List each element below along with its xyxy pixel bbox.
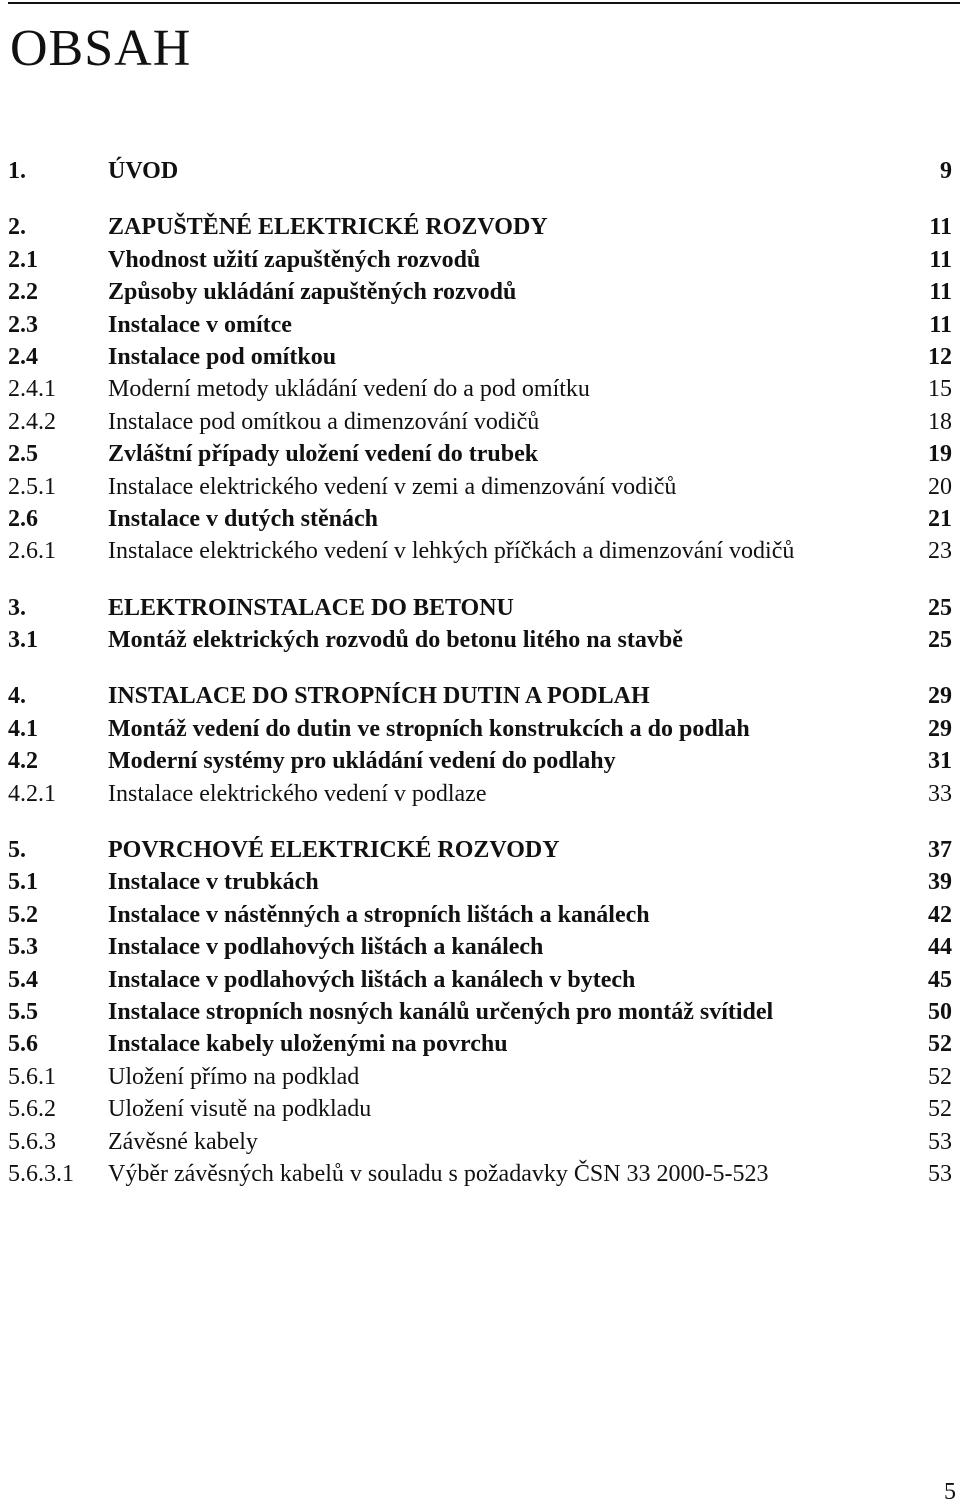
toc-entry-title: Instalace v omítce — [108, 311, 292, 338]
toc-entry-number: 4.2 — [8, 748, 38, 775]
toc-entry-number: 5.6.2 — [8, 1096, 56, 1123]
toc-entry-page: 19 — [928, 441, 952, 468]
toc-entry-page: 44 — [928, 934, 952, 961]
toc-entry-page: 15 — [928, 376, 952, 403]
toc-entry-number: 2.6.1 — [8, 538, 56, 565]
toc-entry-page: 52 — [928, 1031, 952, 1058]
toc-entry-title: Zvláštní případy uložení vedení do trubek — [108, 441, 539, 468]
toc-entry-page: 11 — [929, 279, 952, 306]
toc-entry[interactable] — [8, 778, 952, 810]
toc-entry[interactable] — [8, 1093, 952, 1125]
toc-entry-title: Vhodnost užití zapuštěných rozvodů — [108, 246, 481, 273]
toc-entry-number: 2.3 — [8, 311, 38, 338]
toc-entry-page: 12 — [928, 343, 952, 370]
toc-entry-title: ÚVOD — [108, 158, 179, 184]
toc-section — [8, 211, 952, 567]
toc-entry-number: 2.4.2 — [8, 408, 56, 435]
toc-entry-title: Moderní systémy pro ukládání vedení do podlahy — [108, 748, 616, 775]
toc-entry-title: Instalace v podlahových lištách a kanálech — [108, 934, 544, 961]
toc-entry-number: 2.4 — [8, 343, 38, 370]
toc-entry-number: 5.6.3.1 — [8, 1160, 74, 1187]
toc-entry-page: 18 — [928, 408, 952, 435]
toc-entry-title: Instalace v podlahových lištách a kanálech v bytech — [108, 966, 636, 993]
toc-entry-page: 45 — [928, 966, 952, 993]
toc-entry[interactable] — [8, 996, 952, 1028]
toc-entry-title: POVRCHOVÉ ELEKTRICKÉ ROZVODY — [108, 837, 560, 864]
toc-entry-title: Montáž vedení do dutin ve stropních konstrukcích a do podlah — [108, 715, 750, 742]
toc-entry[interactable] — [8, 592, 952, 624]
toc-entry-page: 37 — [928, 837, 952, 864]
toc-entry-page: 52 — [928, 1063, 952, 1090]
toc-entry-number: 2.4.1 — [8, 376, 56, 403]
toc-entry-title: Instalace v trubkách — [108, 869, 319, 896]
toc-entry[interactable] — [8, 155, 952, 187]
page-title: OBSAH — [10, 20, 192, 77]
toc-entry-page: 42 — [928, 901, 952, 928]
toc-entry-page: 29 — [928, 683, 952, 710]
toc-section — [8, 680, 952, 810]
toc-section — [8, 592, 952, 657]
toc-entry-number: 5. — [8, 837, 26, 864]
toc-entry[interactable] — [8, 1158, 952, 1190]
toc-entry-number: 3.1 — [8, 627, 38, 654]
toc-entry-title: Instalace elektrického vedení v podlaze — [108, 780, 487, 807]
toc-entry-title: Instalace pod omítkou a dimenzování vodičů — [108, 408, 540, 435]
table-of-contents — [8, 155, 952, 1214]
toc-entry-number: 2.5.1 — [8, 473, 56, 500]
toc-entry[interactable] — [8, 244, 952, 276]
toc-entry-title: Výběr závěsných kabelů v souladu s požadavky ČSN 33 2000-5-523 — [108, 1160, 769, 1187]
toc-entry-title: Moderní metody ukládání vedení do a pod omítku — [108, 376, 590, 403]
toc-entry[interactable] — [8, 834, 952, 866]
toc-entry-number: 5.1 — [8, 869, 38, 896]
toc-entry-page: 11 — [929, 311, 952, 338]
toc-entry-number: 5.5 — [8, 998, 38, 1025]
toc-entry-page: 52 — [928, 1096, 952, 1123]
toc-entry-number: 3. — [8, 594, 26, 621]
toc-entry-title: Způsoby ukládání zapuštěných rozvodů — [108, 279, 517, 306]
toc-section — [8, 834, 952, 1190]
toc-entry-number: 5.3 — [8, 934, 38, 961]
toc-entry-number: 4.2.1 — [8, 780, 56, 807]
toc-entry-page: 29 — [928, 715, 952, 742]
toc-entry-page: 50 — [928, 998, 952, 1025]
toc-entry[interactable] — [8, 309, 952, 341]
toc-entry-title: Uložení přímo na podklad — [108, 1063, 360, 1090]
toc-entry[interactable] — [8, 624, 952, 656]
toc-entry-number: 2.6 — [8, 505, 38, 532]
toc-entry-number: 4. — [8, 683, 26, 710]
toc-entry[interactable] — [8, 1126, 952, 1158]
toc-entry-title: Instalace elektrického vedení v zemi a dimenzování vodičů — [108, 473, 677, 500]
toc-entry-number: 4.1 — [8, 715, 38, 742]
toc-entry-page: 33 — [928, 780, 952, 807]
toc-entry-number: 5.2 — [8, 901, 38, 928]
toc-entry[interactable] — [8, 680, 952, 712]
toc-entry-page: 53 — [928, 1128, 952, 1155]
toc-entry-page: 20 — [928, 473, 952, 500]
toc-entry-title: Instalace pod omítkou — [108, 343, 337, 370]
toc-entry-number: 5.6 — [8, 1031, 38, 1058]
toc-entry-page: 9 — [940, 158, 952, 184]
toc-entry-title: Instalace stropních nosných kanálů určených pro montáž svítidel — [108, 998, 774, 1025]
toc-entry[interactable] — [8, 899, 952, 931]
toc-entry-title: INSTALACE DO STROPNÍCH DUTIN A PODLAH — [108, 683, 650, 710]
toc-entry-number: 5.6.3 — [8, 1128, 56, 1155]
toc-entry-number: 2.1 — [8, 246, 38, 273]
toc-entry[interactable] — [8, 931, 952, 963]
toc-entry-number: 5.6.1 — [8, 1063, 56, 1090]
toc-entry-number: 2.2 — [8, 279, 38, 306]
toc-entry[interactable] — [8, 964, 952, 996]
toc-entry-page: 11 — [929, 246, 952, 273]
toc-entry[interactable] — [8, 406, 952, 438]
top-rule — [8, 2, 960, 4]
toc-entry-title: Instalace v dutých stěnách — [108, 505, 379, 532]
toc-entry[interactable] — [8, 713, 952, 745]
toc-entry-page: 11 — [929, 214, 952, 241]
toc-entry[interactable] — [8, 276, 952, 308]
toc-entry[interactable] — [8, 503, 952, 535]
toc-entry[interactable] — [8, 535, 952, 567]
toc-entry-number: 1. — [8, 158, 26, 184]
toc-entry-page: 31 — [928, 748, 952, 775]
toc-entry-page: 21 — [928, 505, 952, 532]
toc-entry-page: 25 — [928, 594, 952, 621]
toc-entry[interactable] — [8, 1061, 952, 1093]
toc-entry-page: 39 — [928, 869, 952, 896]
toc-entry[interactable] — [8, 211, 952, 243]
toc-entry[interactable] — [8, 438, 952, 470]
toc-entry-number: 2.5 — [8, 441, 38, 468]
toc-entry[interactable] — [8, 1028, 952, 1060]
page-number: 5 — [944, 1479, 956, 1505]
toc-entry-title: Instalace elektrického vedení v lehkých příčkách a dimenzování vodičů — [108, 538, 795, 565]
toc-section — [8, 155, 952, 187]
toc-entry-title: ZAPUŠTĚNÉ ELEKTRICKÉ ROZVODY — [108, 214, 548, 241]
toc-entry-title: Instalace kabely uloženými na povrchu — [108, 1031, 508, 1058]
toc-entry-number: 5.4 — [8, 966, 38, 993]
toc-entry-title: Instalace v nástěnných a stropních lištách a kanálech — [108, 901, 650, 928]
toc-entry-page: 23 — [928, 538, 952, 565]
toc-entry[interactable] — [8, 373, 952, 405]
toc-entry-title: Závěsné kabely — [108, 1128, 258, 1155]
toc-entry[interactable] — [8, 745, 952, 777]
toc-entry-number: 2. — [8, 214, 26, 241]
toc-entry-page: 25 — [928, 627, 952, 654]
toc-entry-title: Montáž elektrických rozvodů do betonu litého na stavbě — [108, 627, 683, 654]
toc-entry[interactable] — [8, 866, 952, 898]
toc-entry-title: ELEKTROINSTALACE DO BETONU — [108, 594, 514, 621]
toc-entry[interactable] — [8, 471, 952, 503]
toc-entry[interactable] — [8, 341, 952, 373]
toc-entry-title: Uložení visutě na podkladu — [108, 1096, 372, 1123]
toc-entry-page: 53 — [928, 1160, 952, 1187]
